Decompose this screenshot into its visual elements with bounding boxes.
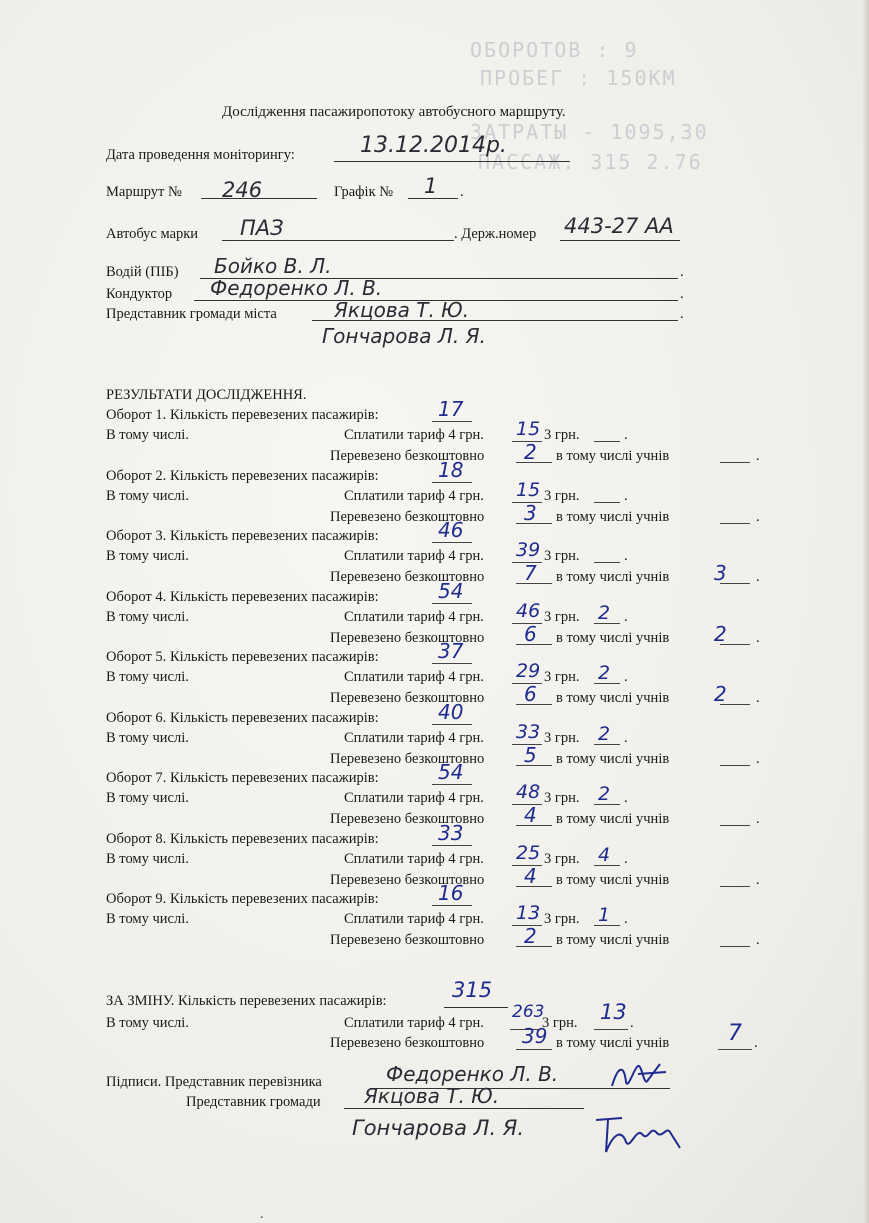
turn-free-label: Перевезено безкоштовно bbox=[330, 448, 485, 464]
turn-paid4: 29 bbox=[516, 660, 541, 682]
turn-students-label: в тому числі учнів bbox=[556, 569, 670, 585]
turn-students-dot: . bbox=[756, 690, 760, 706]
turn-paid4: 25 bbox=[516, 842, 541, 864]
bus-value: ПАЗ bbox=[240, 216, 284, 240]
turn-paid3-label: 3 грн. bbox=[544, 911, 580, 927]
turn-label: Оборот 5. bbox=[106, 649, 167, 665]
turn-total-line bbox=[432, 482, 472, 483]
turn-paid3-line bbox=[594, 562, 620, 563]
turn-students-label: в тому числі учнів bbox=[556, 872, 670, 888]
turn-paid4: 46 bbox=[516, 600, 541, 622]
turn-total-label: Кількість перевезених пасажирів: bbox=[170, 468, 379, 484]
schedule-value: 1 bbox=[424, 174, 438, 198]
turn-total: 37 bbox=[438, 639, 464, 663]
turn-paid-label: Сплатили тариф 4 грн. bbox=[344, 609, 484, 625]
plate-label: . Держ.номер bbox=[454, 226, 537, 242]
route-value: 246 bbox=[222, 178, 263, 202]
turn-label: Оборот 3. bbox=[106, 528, 167, 544]
shift-students: 7 bbox=[728, 1021, 742, 1046]
bus-label: Автобус марки bbox=[106, 226, 199, 242]
turn-students-dot: . bbox=[756, 811, 760, 827]
shift-paid3-label: 3 грн. bbox=[542, 1015, 578, 1031]
pencil-note-3: ЗАТРАТЫ - 1095,30 bbox=[470, 120, 709, 144]
turn-incl-label: В тому числі. bbox=[106, 427, 189, 443]
turn-paid4: 15 bbox=[516, 418, 541, 440]
document-title: Дослідження пасажиропотоку автобусного маршруту. bbox=[222, 104, 566, 120]
turn-label: Оборот 9. bbox=[106, 891, 167, 907]
turn-total-label: Кількість перевезених пасажирів: bbox=[170, 770, 379, 786]
turn-students-label: в тому числі учнів bbox=[556, 751, 670, 767]
representative-value-2: Гончарова Л. Я. bbox=[322, 324, 486, 348]
turn-paid4: 15 bbox=[516, 479, 541, 501]
turn-free: 6 bbox=[524, 682, 537, 706]
shift-total-line bbox=[444, 1007, 508, 1008]
carrier-signature-value: Федоренко Л. В. bbox=[386, 1062, 559, 1086]
turn-paid3-line bbox=[594, 441, 620, 442]
turn-incl-label: В тому числі. bbox=[106, 851, 189, 867]
date-value: 13.12.2014р. bbox=[360, 133, 507, 158]
community-signature-value-1: Якцова Т. Ю. bbox=[364, 1084, 500, 1108]
turn-incl-label: В тому числі. bbox=[106, 609, 189, 625]
turn-paid-label: Сплатили тариф 4 грн. bbox=[344, 669, 484, 685]
community-signature-line bbox=[344, 1108, 584, 1109]
shift-label: ЗА ЗМІНУ. Кількість перевезених пасажирів: bbox=[106, 993, 387, 1009]
schedule-line bbox=[408, 198, 458, 199]
turn-paid3-dot: . bbox=[624, 851, 628, 867]
turn-free-label: Перевезено безкоштовно bbox=[330, 751, 485, 767]
turn-paid3-label: 3 грн. bbox=[544, 730, 580, 746]
turn-total: 54 bbox=[438, 760, 464, 784]
representative-value-1: Якцова Т. Ю. bbox=[334, 298, 470, 322]
turn-total-line bbox=[432, 603, 472, 604]
turn-free-label: Перевезено безкоштовно bbox=[330, 630, 485, 646]
turn-paid3: 2 bbox=[598, 602, 611, 624]
pencil-note-4: ПАССАЖ. 315 2.76 bbox=[478, 150, 703, 174]
turn-students-dot: . bbox=[756, 448, 760, 464]
turn-paid-label: Сплатили тариф 4 грн. bbox=[344, 851, 484, 867]
date-label: Дата проведення моніторингу: bbox=[106, 147, 295, 163]
turn-total-label: Кількість перевезених пасажирів: bbox=[170, 589, 379, 605]
turn-paid3-label: 3 грн. bbox=[544, 851, 580, 867]
community-signature-value-2: Гончарова Л. Я. bbox=[352, 1116, 525, 1140]
turn-paid3-dot: . bbox=[624, 609, 628, 625]
pencil-note-1: ОБОРОТОВ : 9 bbox=[470, 38, 639, 62]
results-heading: РЕЗУЛЬТАТИ ДОСЛІДЖЕННЯ. bbox=[106, 387, 307, 403]
turn-total-line bbox=[432, 905, 472, 906]
turn-students-label: в тому числі учнів bbox=[556, 509, 670, 525]
turn-total: 40 bbox=[438, 700, 464, 724]
turn-students: 2 bbox=[714, 682, 727, 706]
shift-paid3: 13 bbox=[600, 1000, 627, 1024]
turn-paid3-line bbox=[594, 502, 620, 503]
turn-total-line bbox=[432, 421, 472, 422]
turn-students-line bbox=[720, 523, 750, 524]
turn-total: 16 bbox=[438, 881, 464, 905]
turn-free: 4 bbox=[524, 864, 537, 888]
turn-students-line bbox=[720, 765, 750, 766]
turn-paid-label: Сплатили тариф 4 грн. bbox=[344, 730, 484, 746]
turn-students-line bbox=[720, 886, 750, 887]
turn-incl-label: В тому числі. bbox=[106, 911, 189, 927]
driver-label: Водій (ПІБ) bbox=[106, 264, 179, 280]
turn-total-label: Кількість перевезених пасажирів: bbox=[170, 891, 379, 907]
turn-total: 54 bbox=[438, 579, 464, 603]
turn-free: 6 bbox=[524, 622, 537, 646]
turn-students-line bbox=[720, 462, 750, 463]
bus-line bbox=[222, 240, 454, 241]
route-label: Маршрут № bbox=[106, 184, 182, 200]
turn-students-label: в тому числі учнів bbox=[556, 448, 670, 464]
turn-paid3-label: 3 грн. bbox=[544, 609, 580, 625]
signatures-label: Підписи. Представник перевізника bbox=[106, 1074, 322, 1090]
turn-students-label: в тому числі учнів bbox=[556, 690, 670, 706]
turn-paid-label: Сплатили тариф 4 грн. bbox=[344, 427, 484, 443]
turn-total-label: Кількість перевезених пасажирів: bbox=[170, 407, 379, 423]
carrier-signature-scribble bbox=[608, 1060, 668, 1099]
turn-students-dot: . bbox=[756, 630, 760, 646]
turn-label: Оборот 6. bbox=[106, 710, 167, 726]
turn-total-line bbox=[432, 542, 472, 543]
turn-students: 2 bbox=[714, 622, 727, 646]
turn-paid3: 4 bbox=[598, 844, 611, 866]
turn-paid3-label: 3 грн. bbox=[544, 669, 580, 685]
turn-students-label: в тому числі учнів bbox=[556, 811, 670, 827]
schedule-label: Графік № bbox=[334, 184, 394, 200]
driver-value: Бойко В. Л. bbox=[214, 254, 332, 278]
turn-free: 3 bbox=[524, 501, 537, 525]
turn-free: 2 bbox=[524, 440, 537, 464]
date-line bbox=[334, 161, 570, 162]
turn-total-label: Кількість перевезених пасажирів: bbox=[170, 649, 379, 665]
turn-paid3-dot: . bbox=[624, 911, 628, 927]
turn-paid3-dot: . bbox=[624, 730, 628, 746]
turn-paid3: 1 bbox=[598, 904, 611, 926]
shift-paid4: 263 bbox=[512, 1002, 545, 1022]
turn-free-label: Перевезено безкоштовно bbox=[330, 690, 485, 706]
turn-paid4: 39 bbox=[516, 539, 541, 561]
turn-paid-label: Сплатили тариф 4 грн. bbox=[344, 548, 484, 564]
turn-paid3-dot: . bbox=[624, 548, 628, 564]
turn-students-line bbox=[720, 825, 750, 826]
plate-line bbox=[560, 240, 680, 241]
turn-total: 46 bbox=[438, 518, 464, 542]
turn-students-line bbox=[720, 946, 750, 947]
turn-total: 18 bbox=[438, 458, 464, 482]
pencil-note-2: ПРОБЕГ : 150КМ bbox=[480, 66, 677, 90]
turn-paid3-label: 3 грн. bbox=[544, 427, 580, 443]
turn-paid-label: Сплатили тариф 4 грн. bbox=[344, 488, 484, 504]
turn-label: Оборот 4. bbox=[106, 589, 167, 605]
turn-label: Оборот 8. bbox=[106, 831, 167, 847]
community-label: Представник громади bbox=[186, 1094, 321, 1110]
turn-paid3-dot: . bbox=[624, 790, 628, 806]
turn-total-line bbox=[432, 724, 472, 725]
turn-total-label: Кількість перевезених пасажирів: bbox=[170, 528, 379, 544]
shift-incl-label: В тому числі. bbox=[106, 1015, 189, 1031]
turn-free: 4 bbox=[524, 803, 537, 827]
turn-total-label: Кількість перевезених пасажирів: bbox=[170, 831, 379, 847]
turn-free-label: Перевезено безкоштовно bbox=[330, 872, 485, 888]
shift-free-label: Перевезено безкоштовно bbox=[330, 1035, 485, 1051]
shift-total: 315 bbox=[452, 978, 493, 1002]
document-page: ОБОРОТОВ : 9 ПРОБЕГ : 150КМ ЗАТРАТЫ - 1095,30 ПАССАЖ. 315 2.76 Дослідження пасажиропотоку автобусного маршруту. Дата проведення моніторингу: 13.12.2014р. Маршрут № 246 Графік № 1 . Автобус марки ПАЗ . Держ.номер 443-27 АА Водій (ПІБ) Бойко В. Л. . Кондуктор Федоренко Л. В. . Представник громади міста Якцова Т. Ю. Гончарова Л. Я. . РЕЗУЛЬТАТИ ДОСЛІДЖЕННЯ. Оборот 1. Кількість перевезених пасажирів: 17 В тому числі. Сплатили тариф 4 грн. 15 3 грн. . Перевезено безкоштовно 2 в тому числі учнів . Оборот 2. Кількість перевезених пасажирів: 18 В тому числі. Сплатили тариф 4 грн. 15 3 грн. . Перевезено безкоштовно 3 в тому числі учнів . Оборот 3. Кількість перевезених пасажирів: 46 В тому числі. Сплатили тариф 4 грн. 39 3 грн. . Перевезено безкоштовно 7 в тому числі учнів 3 . Оборот 4. Кількість перевезених пасажирів: 54 В тому числі. Сплатили тариф 4 грн. 46 3 грн. 2 . Перевезено безкоштовно 6 в тому числі учнів 2 . Оборот 5. Кількість перевезених пасажирів: 37 В тому числі. Сплатили тариф 4 грн. 29 3 грн. 2 . Перевезено безкоштовно 6 в тому числі учнів 2 . Оборот 6. Кількість перевезених пасажирів: 40 В тому числі. Сплатили тариф 4 грн. 33 3 грн. 2 . Перевезено безкоштовно 5 в тому числі учнів . Оборот 7. Кількість перевезених пасажирів: 54 В тому числі. Сплатили тариф 4 грн. 48 3 грн. 2 . Перевезено безкоштовно 4 в тому числі учнів . Оборот 8. Кількість перевезених пасажирів: 33 В тому числі. Сплатили тариф 4 грн. 25 3 грн. 4 . Перевезено безкоштовно 4 в тому числі учнів . Оборот 9. Кількість перевезених пасажирів: 16 В тому числі. Сплатили тариф 4 грн. 13 3 грн. 1 . Перевезено безкоштовно 2 в тому числі учнів . ЗА ЗМІНУ. Кількість перевезених пасажирів: 315 В тому числі. Сплатили тариф 4 грн. 263 3 грн. 13 . Перевезено безкоштовно 39 в тому числі учнів 7 . Підписи. Представник перевізника Федоренко Л. В. Представник громади Якцова Т. Ю. Гончарова Л. Я. . bbox=[0, 0, 869, 1223]
turn-paid-label: Сплатили тариф 4 грн. bbox=[344, 790, 484, 806]
turn-incl-label: В тому числі. bbox=[106, 790, 189, 806]
turn-label: Оборот 7. bbox=[106, 770, 167, 786]
turn-label: Оборот 1. bbox=[106, 407, 167, 423]
turn-free: 2 bbox=[524, 924, 537, 948]
turn-paid4: 48 bbox=[516, 781, 541, 803]
turn-total: 33 bbox=[438, 821, 464, 845]
shift-paid-label: Сплатили тариф 4 грн. bbox=[344, 1015, 484, 1031]
shift-free: 39 bbox=[522, 1024, 548, 1048]
turn-incl-label: В тому числі. bbox=[106, 730, 189, 746]
turn-students-dot: . bbox=[756, 872, 760, 888]
turn-paid3-dot: . bbox=[624, 427, 628, 443]
community-signature-scribble bbox=[592, 1112, 684, 1169]
turn-students-dot: . bbox=[756, 751, 760, 767]
turn-label: Оборот 2. bbox=[106, 468, 167, 484]
turn-paid3: 2 bbox=[598, 662, 611, 684]
turn-incl-label: В тому числі. bbox=[106, 488, 189, 504]
shift-students-label: в тому числі учнів bbox=[556, 1035, 670, 1051]
turn-free-label: Перевезено безкоштовно bbox=[330, 509, 485, 525]
turn-paid3: 2 bbox=[598, 783, 611, 805]
turn-incl-label: В тому числі. bbox=[106, 669, 189, 685]
turn-total-label: Кількість перевезених пасажирів: bbox=[170, 710, 379, 726]
conductor-label: Кондуктор bbox=[106, 286, 173, 302]
representative-label: Представник громади міста bbox=[106, 306, 277, 322]
turn-free: 5 bbox=[524, 743, 537, 767]
turn-free: 7 bbox=[524, 561, 537, 585]
turn-paid4: 13 bbox=[516, 902, 541, 924]
turn-paid3: 2 bbox=[598, 723, 611, 745]
turn-total-line bbox=[432, 663, 472, 664]
turn-paid3-dot: . bbox=[624, 669, 628, 685]
turn-students-label: в тому числі учнів bbox=[556, 630, 670, 646]
turn-students-dot: . bbox=[756, 509, 760, 525]
turn-students: 3 bbox=[714, 561, 727, 585]
turn-paid3-label: 3 грн. bbox=[544, 790, 580, 806]
turn-total-line bbox=[432, 784, 472, 785]
turn-paid3-dot: . bbox=[624, 488, 628, 504]
turn-paid3-label: 3 грн. bbox=[544, 548, 580, 564]
conductor-value: Федоренко Л. В. bbox=[210, 276, 383, 300]
turn-total: 17 bbox=[438, 397, 464, 421]
turn-paid4: 33 bbox=[516, 721, 541, 743]
turn-paid-label: Сплатили тариф 4 грн. bbox=[344, 911, 484, 927]
turn-students-dot: . bbox=[756, 569, 760, 585]
plate-value: 443-27 АА bbox=[564, 214, 674, 238]
turn-students-dot: . bbox=[756, 932, 760, 948]
turn-total-line bbox=[432, 845, 472, 846]
turn-free-label: Перевезено безкоштовно bbox=[330, 569, 485, 585]
turn-incl-label: В тому числі. bbox=[106, 548, 189, 564]
turn-free-label: Перевезено безкоштовно bbox=[330, 932, 485, 948]
page-edge bbox=[863, 0, 869, 1223]
turn-free-label: Перевезено безкоштовно bbox=[330, 811, 485, 827]
turn-paid3-label: 3 грн. bbox=[544, 488, 580, 504]
turn-students-label: в тому числі учнів bbox=[556, 932, 670, 948]
